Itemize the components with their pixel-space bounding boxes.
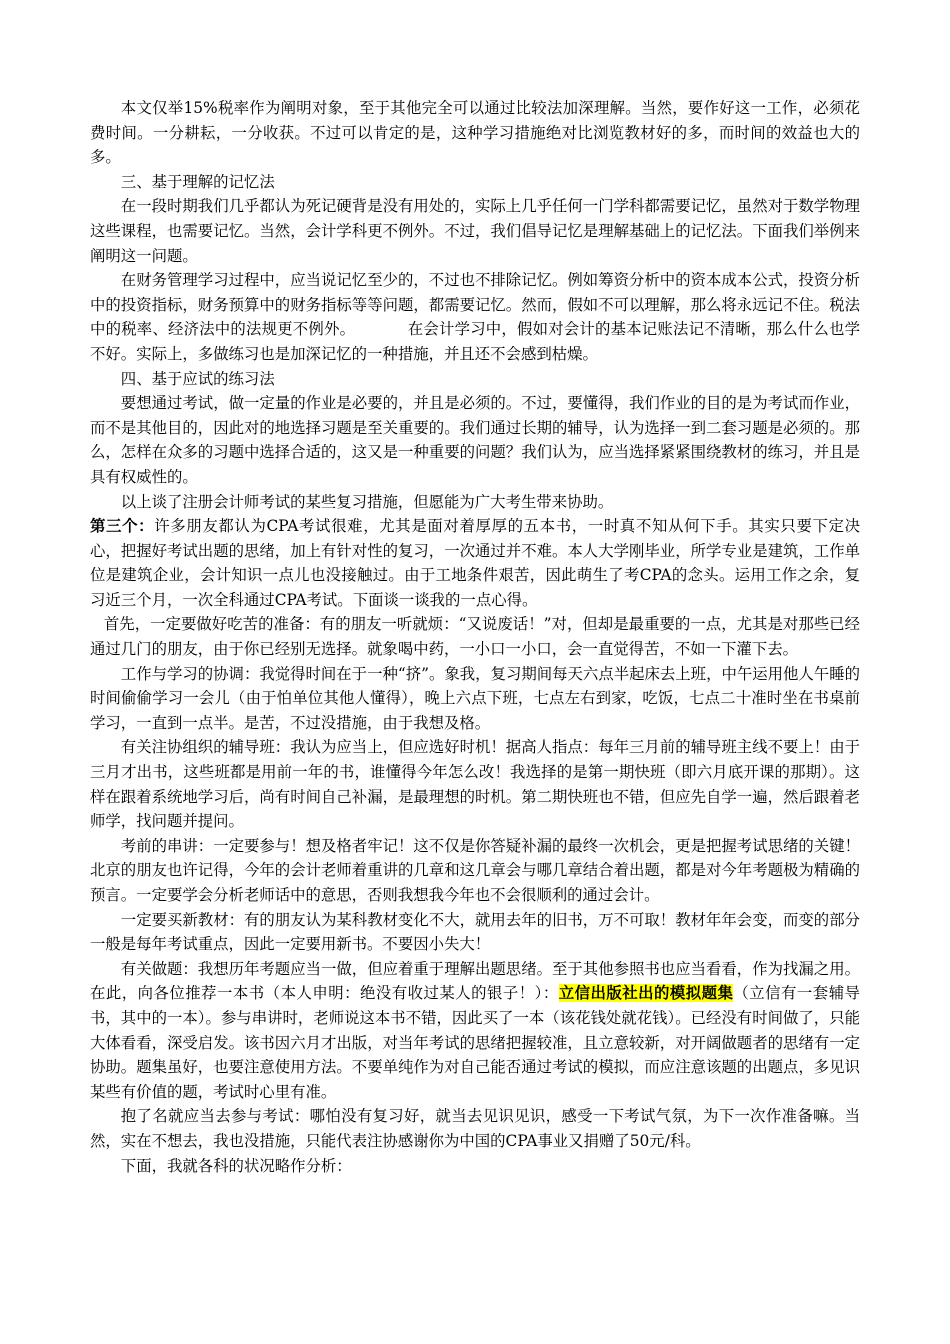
heading-practice-method: 四、基于应试的练习法 <box>120 369 275 388</box>
paragraph-accounting-memory-text: 在会计学习中，假如对会计的基本记账法记不清晰，那么什么也学不好。实际上，多做练习也是加深记忆的一种措施，并且还不会感到枯燥。 <box>90 320 860 363</box>
heading-memory-method: 三、基于理解的记忆法 <box>120 172 275 191</box>
highlighted-book-title: 立信出版社出的模拟题集 <box>558 984 734 1003</box>
paragraph-tax-rate: 本文仅举15%税率作为阐明对象，至于其他完全可以通过比较法加深理解。当然，要作好这一工作，必须花费时间。一分耕耘，一分收获。不过可以肯定的是，这种学习措施绝对比浏览教材好的多，而时间的效益也大的多。 <box>90 99 860 167</box>
paragraph-work-study: 工作与学习的协调：我觉得时间在于一种“挤”。象我，复习期间每天六点半起床去上班，中午运用他人午睡的时间偷偷学习一会儿（由于怕单位其他人懂得），晚上六点下班，七点左右到家，吃饭，七点二十准时坐在书桌前学习，一直到一点半。是苦，不过没措施，由于我想及格。 <box>90 664 860 732</box>
paragraph-new-textbook: 一定要买新教材：有的朋友认为某科教材变化不大，就用去年的旧书，万不可取！教材年年会变，而变的部分一般是每年考试重点，因此一定要用新书。不要因小失大！ <box>90 910 860 954</box>
paragraph-summary: 以上谈了注册会计师考试的某些复习措施，但愿能为广大考生带来协助。 <box>120 492 614 511</box>
third-label: 第三个： <box>90 517 155 536</box>
paragraph-hardship: 首先，一定要做好吃苦的准备：有的朋友一听就烦：“又说废话！”对，但却是最重要的一点，尤其是对那些已经通过几门的朋友，由于你已经别无选择。就象喝中药，一小口一小口，会一直觉得苦，不如一下灌下去。 <box>90 615 860 659</box>
paragraph-third-text: 许多朋友都认为CPA考试很难，尤其是面对着厚厚的五本书，一时真不知从何下手。其实只要下定决心，把握好考试出题的思绪，加上有针对性的复习，一次通过并不难。本人大学刚毕业，所学专业是建筑，工作单位是建筑企业，会计知识一点儿也没接触过。由于工地条件艰苦，因此萌生了考CPA的念头。运用工作之余，复习近三个月，一次全科通过CPA考试。下面谈一谈我的一点心得。 <box>90 517 860 609</box>
paragraph-financial-management <box>90 268 860 366</box>
paragraph-take-exam: 抱了名就应当去参与考试：哪怕没有复习好，就当去见识见识，感受一下考试气氛，为下一次作准备嘛。当然，实在不想去，我也没措施，只能代表注协感谢你为中国的CPA事业又捐赠了50元/科。 <box>90 1107 860 1150</box>
paragraph-memory-intro: 在一段时期我们几乎都认为死记硬背是没有用处的，实际上几乎任何一门学科都需要记忆，虽然对于数学物理这些课程，也需要记忆。当然，会计学科更不例外。不过，我们倡导记忆是理解基础上的记忆法。下面我们举例来阐明这一问题。 <box>90 197 860 265</box>
paragraph-third <box>90 514 860 612</box>
paragraph-exercise-books-text-b: （立信有一套辅导书，其中的一本）。参与串讲时，老师说这本书不错，因此买了一本（该花钱处就花钱）。已经没有时间做了，只能大体看看，深受启发。该书因六月才出版，对当年考试的思绪把握较准，且立意较新，对开阔做题者的思绪有一定协助。题集虽好，也要注意使用方法。不要单纯作为对自己能否通过考试的模拟，而应注意该题的出题点，多见识某些有价值的题，考试时心里有准。 <box>90 984 860 1101</box>
paragraph-exercise-books <box>90 957 860 1105</box>
paragraph-tutoring-class: 有关注协组织的辅导班：我认为应当上，但应选好时机！据高人指点：每年三月前的辅导班主线不要上！由于三月才出书，这些班都是用前一年的书，谁懂得今年怎么改！我选择的是第一期快班（即六月底开课的那期）。这样在跟着系统地学习后，尚有时间自己补漏，是最理想的时机。第二期快班也不错，但应先自学一遍，然后跟着老师学，找问题并提问。 <box>90 738 860 831</box>
paragraph-review-lecture: 考前的串讲：一定要参与！想及格者牢记！这不仅是你答疑补漏的最终一次机会，更是把握考试思绪的关键！北京的朋友也许记得，今年的会计老师着重讲的几章和这几章会与哪几章结合着出题，都是对今年考题极为精确的预言。一定要学会分析老师话中的意思，否则我想我今年也不会很顺利的通过会计。 <box>90 836 860 904</box>
paragraph-financial-management-text: 在财务管理学习过程中，应当说记忆至少的，不过也不排除记忆。例如筹资分析中的资本成本公式，投资分析中的投资指标，财务预算中的财务指标等等问题，都需要记忆。然而，假如不可以理解，那么将永远记不住。税法中的税率、经济法中的法规更不例外。 <box>90 271 860 339</box>
paragraph-exercise-books-text-a: 有关做题：我想历年考题应当一做，但应着重于理解出题思绪。至于其他参照书也应当看看，作为找漏之用。在此，向各位推荐一本书（本人申明：绝没有收过某人的银子！）： <box>90 959 860 1003</box>
paragraph-subject-analysis: 下面，我就各科的状况略作分析： <box>120 1156 352 1175</box>
paragraph-exercises: 要想通过考试，做一定量的作业是必要的，并且是必须的。不过，要懂得，我们作业的目的是为考试而作业，而不是其他目的，因此对的地选择习题是至关重要的。我们通过长期的辅导，认为选择一到二套习题是必须的。那么，怎样在众多的习题中选择合适的，这又是一种重要的问题？我们认为，应当选择紧紧围绕教材的练习，并且是具有权威性的。 <box>90 394 860 486</box>
